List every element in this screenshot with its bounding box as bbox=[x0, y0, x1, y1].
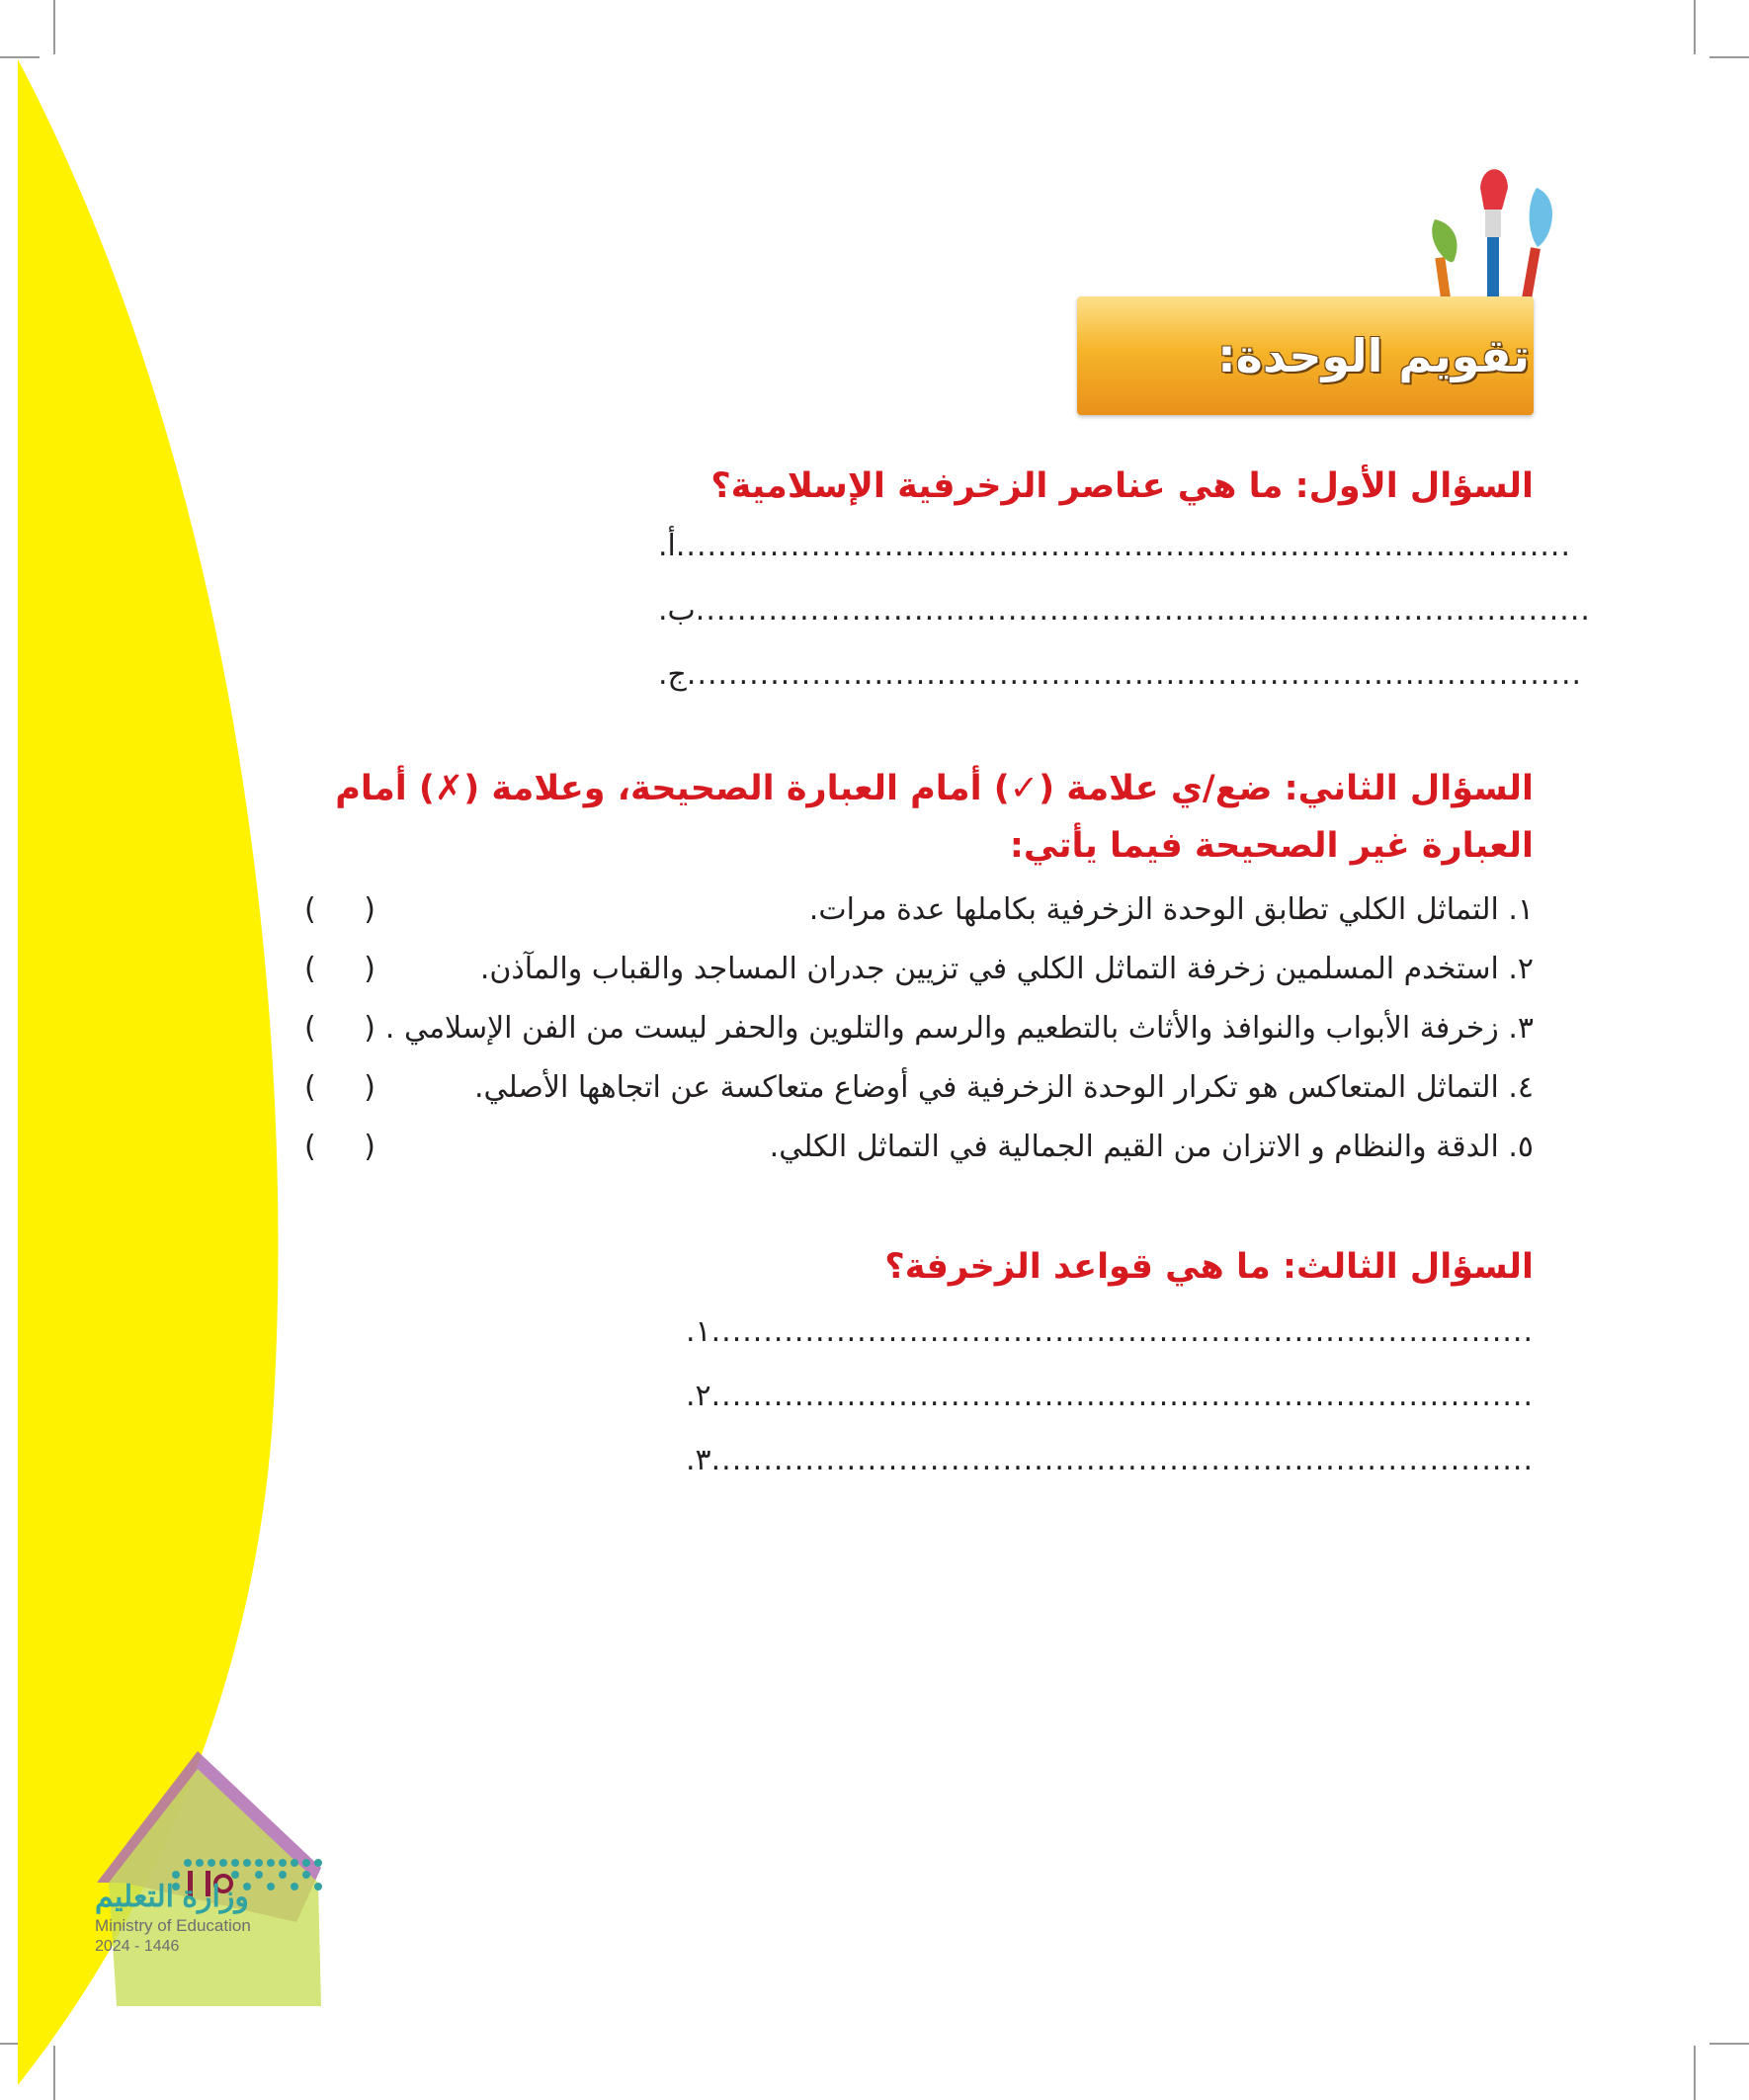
answer-blank: ............................................................................... bbox=[710, 1379, 1534, 1413]
paren-close: ) bbox=[364, 1011, 375, 1046]
paren-open: ( bbox=[304, 1070, 316, 1105]
ministry-logo bbox=[95, 1880, 342, 1956]
answer-blank: ...................................................................................... bbox=[675, 529, 1571, 563]
question-1-answer-a[interactable] bbox=[644, 529, 1571, 563]
statement-1: ١. التماثل الكلي تطابق الوحدة الزخرفية بكاملها عدة مرات. bbox=[808, 892, 1534, 927]
paren-open: ( bbox=[304, 1011, 316, 1046]
question-2-heading-line-1: السؤال الثاني: ضع/ي علامة (✓) أمام العبارة الصحيحة، وعلامة (✗) أمام bbox=[335, 769, 1534, 808]
answer-box-4[interactable] bbox=[304, 1070, 375, 1105]
paren-close: ) bbox=[364, 892, 375, 927]
paren-open: ( bbox=[304, 952, 316, 986]
academic-year: 2024 - 1446 bbox=[95, 1938, 180, 1955]
question-2-heading-line-2: العبارة غير الصحيحة فيما يأتي: bbox=[1009, 826, 1534, 866]
statement-3: ٣. زخرفة الأبواب والنوافذ والأثاث بالتطعيم والرسم والتلوين والحفر ليست من الفن الإسلامي . bbox=[384, 1011, 1534, 1046]
question-1-answer-c[interactable] bbox=[644, 657, 1583, 692]
answer-label: ب. bbox=[658, 593, 696, 628]
answer-label: أ. bbox=[658, 529, 676, 563]
answer-blank: ...................................................................................... bbox=[686, 657, 1583, 692]
answer-label: ج. bbox=[658, 657, 687, 692]
paren-close: ) bbox=[364, 952, 375, 986]
ministry-name-english: Ministry of Education bbox=[95, 1916, 251, 1935]
page-title: تقويم الوحدة: bbox=[1217, 329, 1530, 382]
answer-blank: ............................................................................... bbox=[710, 1443, 1534, 1477]
ministry-name-arabic: وزارة التعليم bbox=[95, 1881, 249, 1913]
paren-open: ( bbox=[304, 1130, 316, 1164]
answer-label: ١. bbox=[685, 1314, 711, 1349]
statement-2: ٢. استخدم المسلمين زخرفة التماثل الكلي في تزيين جدران المساجد والقباب والمآذن. bbox=[479, 952, 1534, 986]
question-3-answer-1[interactable] bbox=[644, 1314, 1534, 1349]
yellow-leaf-decoration bbox=[18, 59, 278, 2085]
paren-open: ( bbox=[304, 892, 316, 927]
answer-box-5[interactable] bbox=[304, 1130, 375, 1164]
statement-4: ٤. التماثل المتعاكس هو تكرار الوحدة الزخرفية في أوضاع متعاكسة عن اتجاهها الأصلي. bbox=[473, 1070, 1534, 1105]
answer-label: ٣. bbox=[685, 1443, 711, 1477]
answer-box-3[interactable] bbox=[304, 1011, 375, 1046]
answer-label: ٢. bbox=[685, 1379, 711, 1413]
question-3-answer-3[interactable] bbox=[644, 1443, 1534, 1477]
answer-box-1[interactable] bbox=[304, 892, 375, 927]
question-1-heading: السؤال الأول: ما هي عناصر الزخرفية الإسلامية؟ bbox=[710, 466, 1534, 506]
paren-close: ) bbox=[364, 1130, 375, 1164]
paren-close: ) bbox=[364, 1070, 375, 1105]
question-3-heading: السؤال الثالث: ما هي قواعد الزخرفة؟ bbox=[884, 1247, 1534, 1287]
question-3-answer-2[interactable] bbox=[644, 1379, 1534, 1413]
question-1-answer-b[interactable] bbox=[644, 593, 1591, 628]
statement-5: ٥. الدقة والنظام و الاتزان من القيم الجمالية في التماثل الكلي. bbox=[769, 1130, 1534, 1164]
answer-blank: ............................................................................... bbox=[710, 1314, 1534, 1349]
answer-blank: ...................................................................................... bbox=[695, 593, 1591, 628]
answer-box-2[interactable] bbox=[304, 952, 375, 986]
